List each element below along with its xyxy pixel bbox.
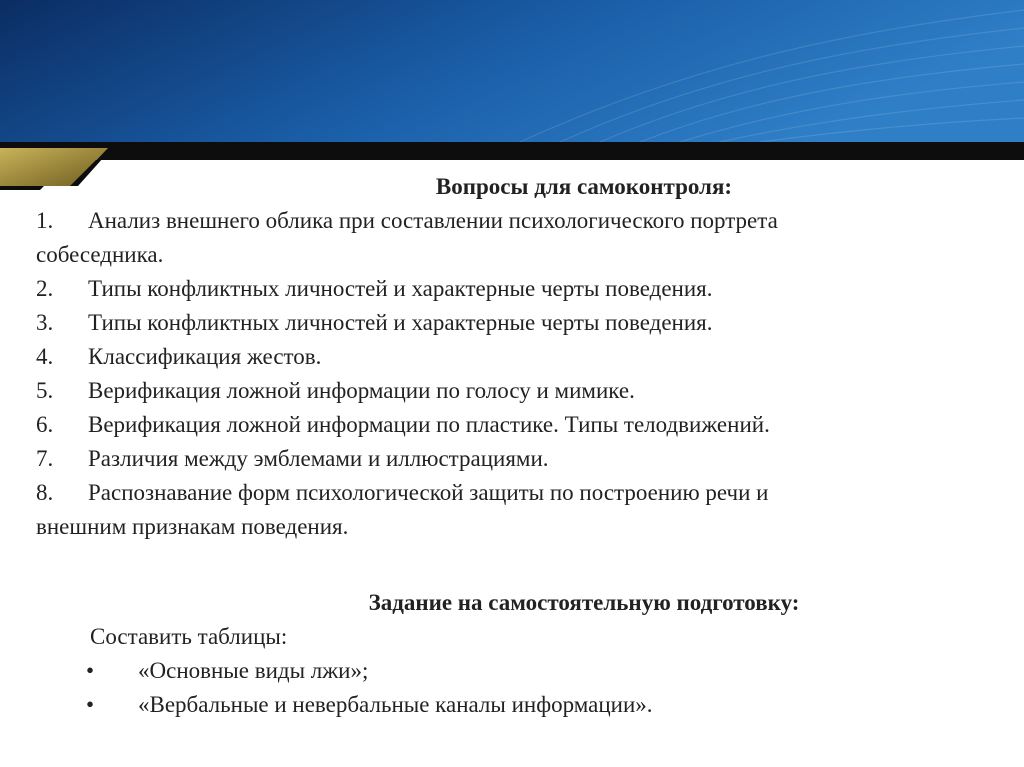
bullet-item (36, 688, 996, 722)
item-number: 6. (36, 412, 54, 437)
blue-banner (0, 0, 1024, 142)
bullet-text: «Основные виды лжи»; (138, 658, 369, 683)
item-number: 4. (36, 344, 54, 369)
item-text: Типы конфликтных личностей и характерные черты поведения. (88, 276, 713, 301)
item-continuation: собеседника. (36, 242, 164, 267)
item-text: Распознавание форм психологической защиты по построению речи и (88, 480, 769, 505)
list-item (36, 204, 996, 272)
list-item (36, 374, 996, 408)
questions-list (36, 204, 996, 544)
item-number: 1. (36, 208, 54, 233)
questions-heading: Вопросы для самоконтроля: (435, 174, 733, 199)
item-text: Верификация ложной информации по пластике. Типы телодвижений. (88, 412, 770, 437)
list-item (36, 340, 996, 374)
item-text: Анализ внешнего облика при составлении психологического портрета (88, 208, 778, 233)
item-number: 2. (36, 276, 54, 301)
slide-header-banner (0, 0, 1024, 190)
task-intro: Составить таблицы: (90, 624, 288, 649)
slide-content (36, 170, 996, 722)
item-number: 7. (36, 446, 54, 471)
list-item (36, 408, 996, 442)
bullet-text: «Вербальные и невербальные каналы информации». (138, 692, 653, 717)
task-heading: Задание на самостоятельную подготовку: (368, 590, 800, 615)
item-text: Типы конфликтных личностей и характерные черты поведения. (88, 310, 713, 335)
bullet-item (36, 654, 996, 688)
header-graphic (0, 0, 1024, 190)
item-continuation: внешним признакам поведения. (36, 514, 349, 539)
list-item (36, 272, 996, 306)
item-text: Классификация жестов. (88, 344, 322, 369)
item-number: 3. (36, 310, 54, 335)
item-text: Различия между эмблемами и иллюстрациями. (88, 446, 549, 471)
list-item (36, 306, 996, 340)
item-text: Верификация ложной информации по голосу и мимике. (88, 378, 635, 403)
item-number: 8. (36, 480, 54, 505)
item-number: 5. (36, 378, 54, 403)
bullet-symbol: • (86, 692, 95, 717)
list-item (36, 476, 996, 544)
list-item (36, 442, 996, 476)
bullet-symbol: • (86, 658, 95, 683)
section-spacer (36, 544, 996, 586)
